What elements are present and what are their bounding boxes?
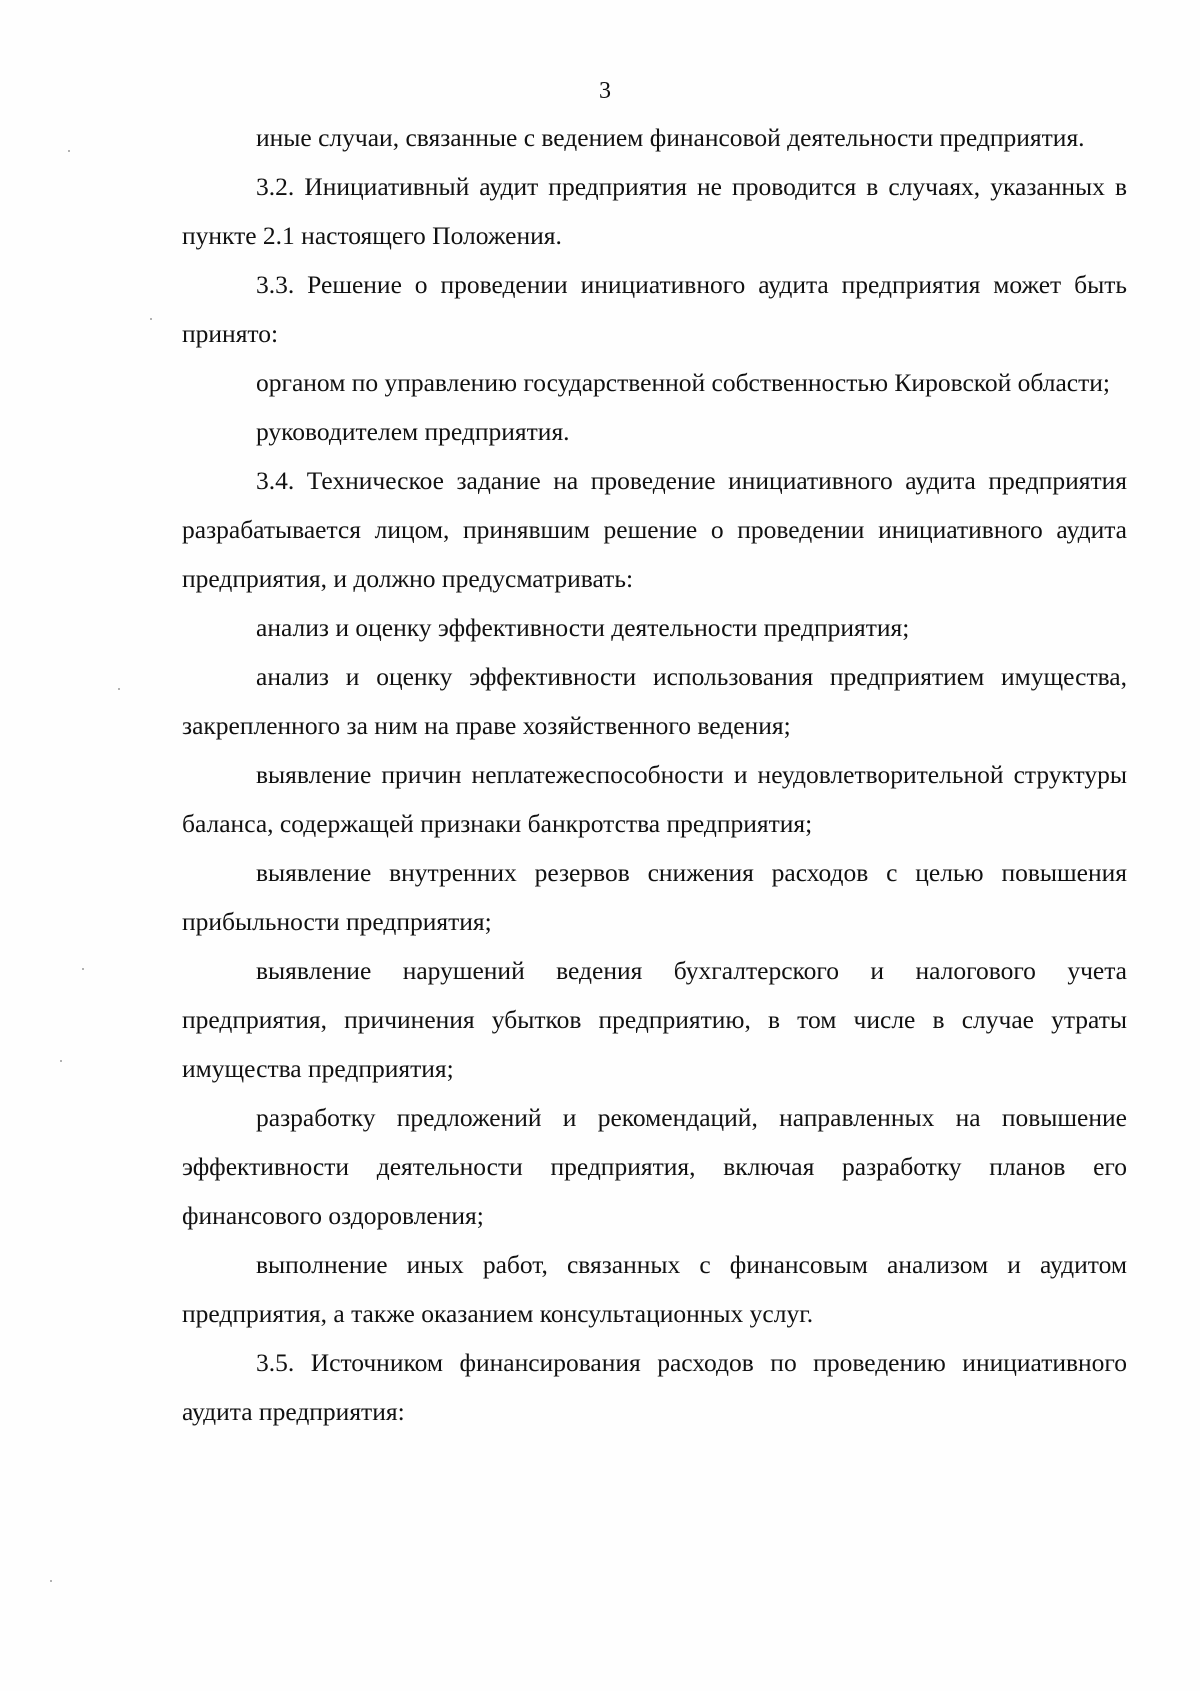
paragraph: иные случаи, связанные с ведением финансовой деятельности предприятия.: [256, 123, 1085, 152]
paragraph: анализ и оценку эффективности деятельности предприятия;: [256, 613, 910, 642]
paragraph: выполнение иных работ, связанных с финансовым анализом и аудитом предприятия, а также оказанием консультационных услуг.: [182, 1250, 1127, 1328]
paragraph: выявление внутренних резервов снижения расходов с целью повышения прибыльности предприятия;: [182, 858, 1127, 936]
page-number: 3: [599, 78, 611, 104]
paragraph: выявление причин неплатежеспособности и неудовлетворительной структуры баланса, содержащей признаки банкротства предприятия;: [182, 760, 1127, 838]
paragraph: руководителем предприятия.: [256, 417, 570, 446]
paragraph-clause-3-3: 3.3. Решение о проведении инициативного аудита предприятия может быть принято:: [182, 270, 1127, 348]
paragraph-clause-3-4: 3.4. Техническое задание на проведение инициативного аудита предприятия разрабатывается лицом, принявшим решение о проведении инициативного аудита предприятия, и должно предусматривать:: [182, 466, 1127, 593]
scan-speck: [60, 1060, 62, 1062]
paragraph-clause-3-5: 3.5. Источником финансирования расходов по проведению инициативного аудита предприятия:: [182, 1348, 1127, 1426]
paragraph: органом по управлению государственной собственностью Кировской области;: [256, 368, 1110, 397]
scan-speck: [118, 688, 120, 690]
scan-speck: [68, 150, 70, 152]
scan-speck: [50, 1580, 52, 1582]
document-body: [182, 113, 1127, 1436]
scan-speck: [82, 968, 84, 970]
paragraph: анализ и оценку эффективности использования предприятием имущества, закрепленного за ним на праве хозяйственного ведения;: [182, 662, 1127, 740]
scan-speck: [150, 318, 152, 320]
paragraph: разработку предложений и рекомендаций, направленных на повышение эффективности деятельности предприятия, включая разработку планов его финансового оздоровления;: [182, 1103, 1127, 1230]
paragraph: выявление нарушений ведения бухгалтерского и налогового учета предприятия, причинения убытков предприятию, в том числе в случае утраты имущества предприятия;: [182, 956, 1127, 1083]
paragraph-clause-3-2: 3.2. Инициативный аудит предприятия не проводится в случаях, указанных в пункте 2.1 настоящего Положения.: [182, 172, 1127, 250]
